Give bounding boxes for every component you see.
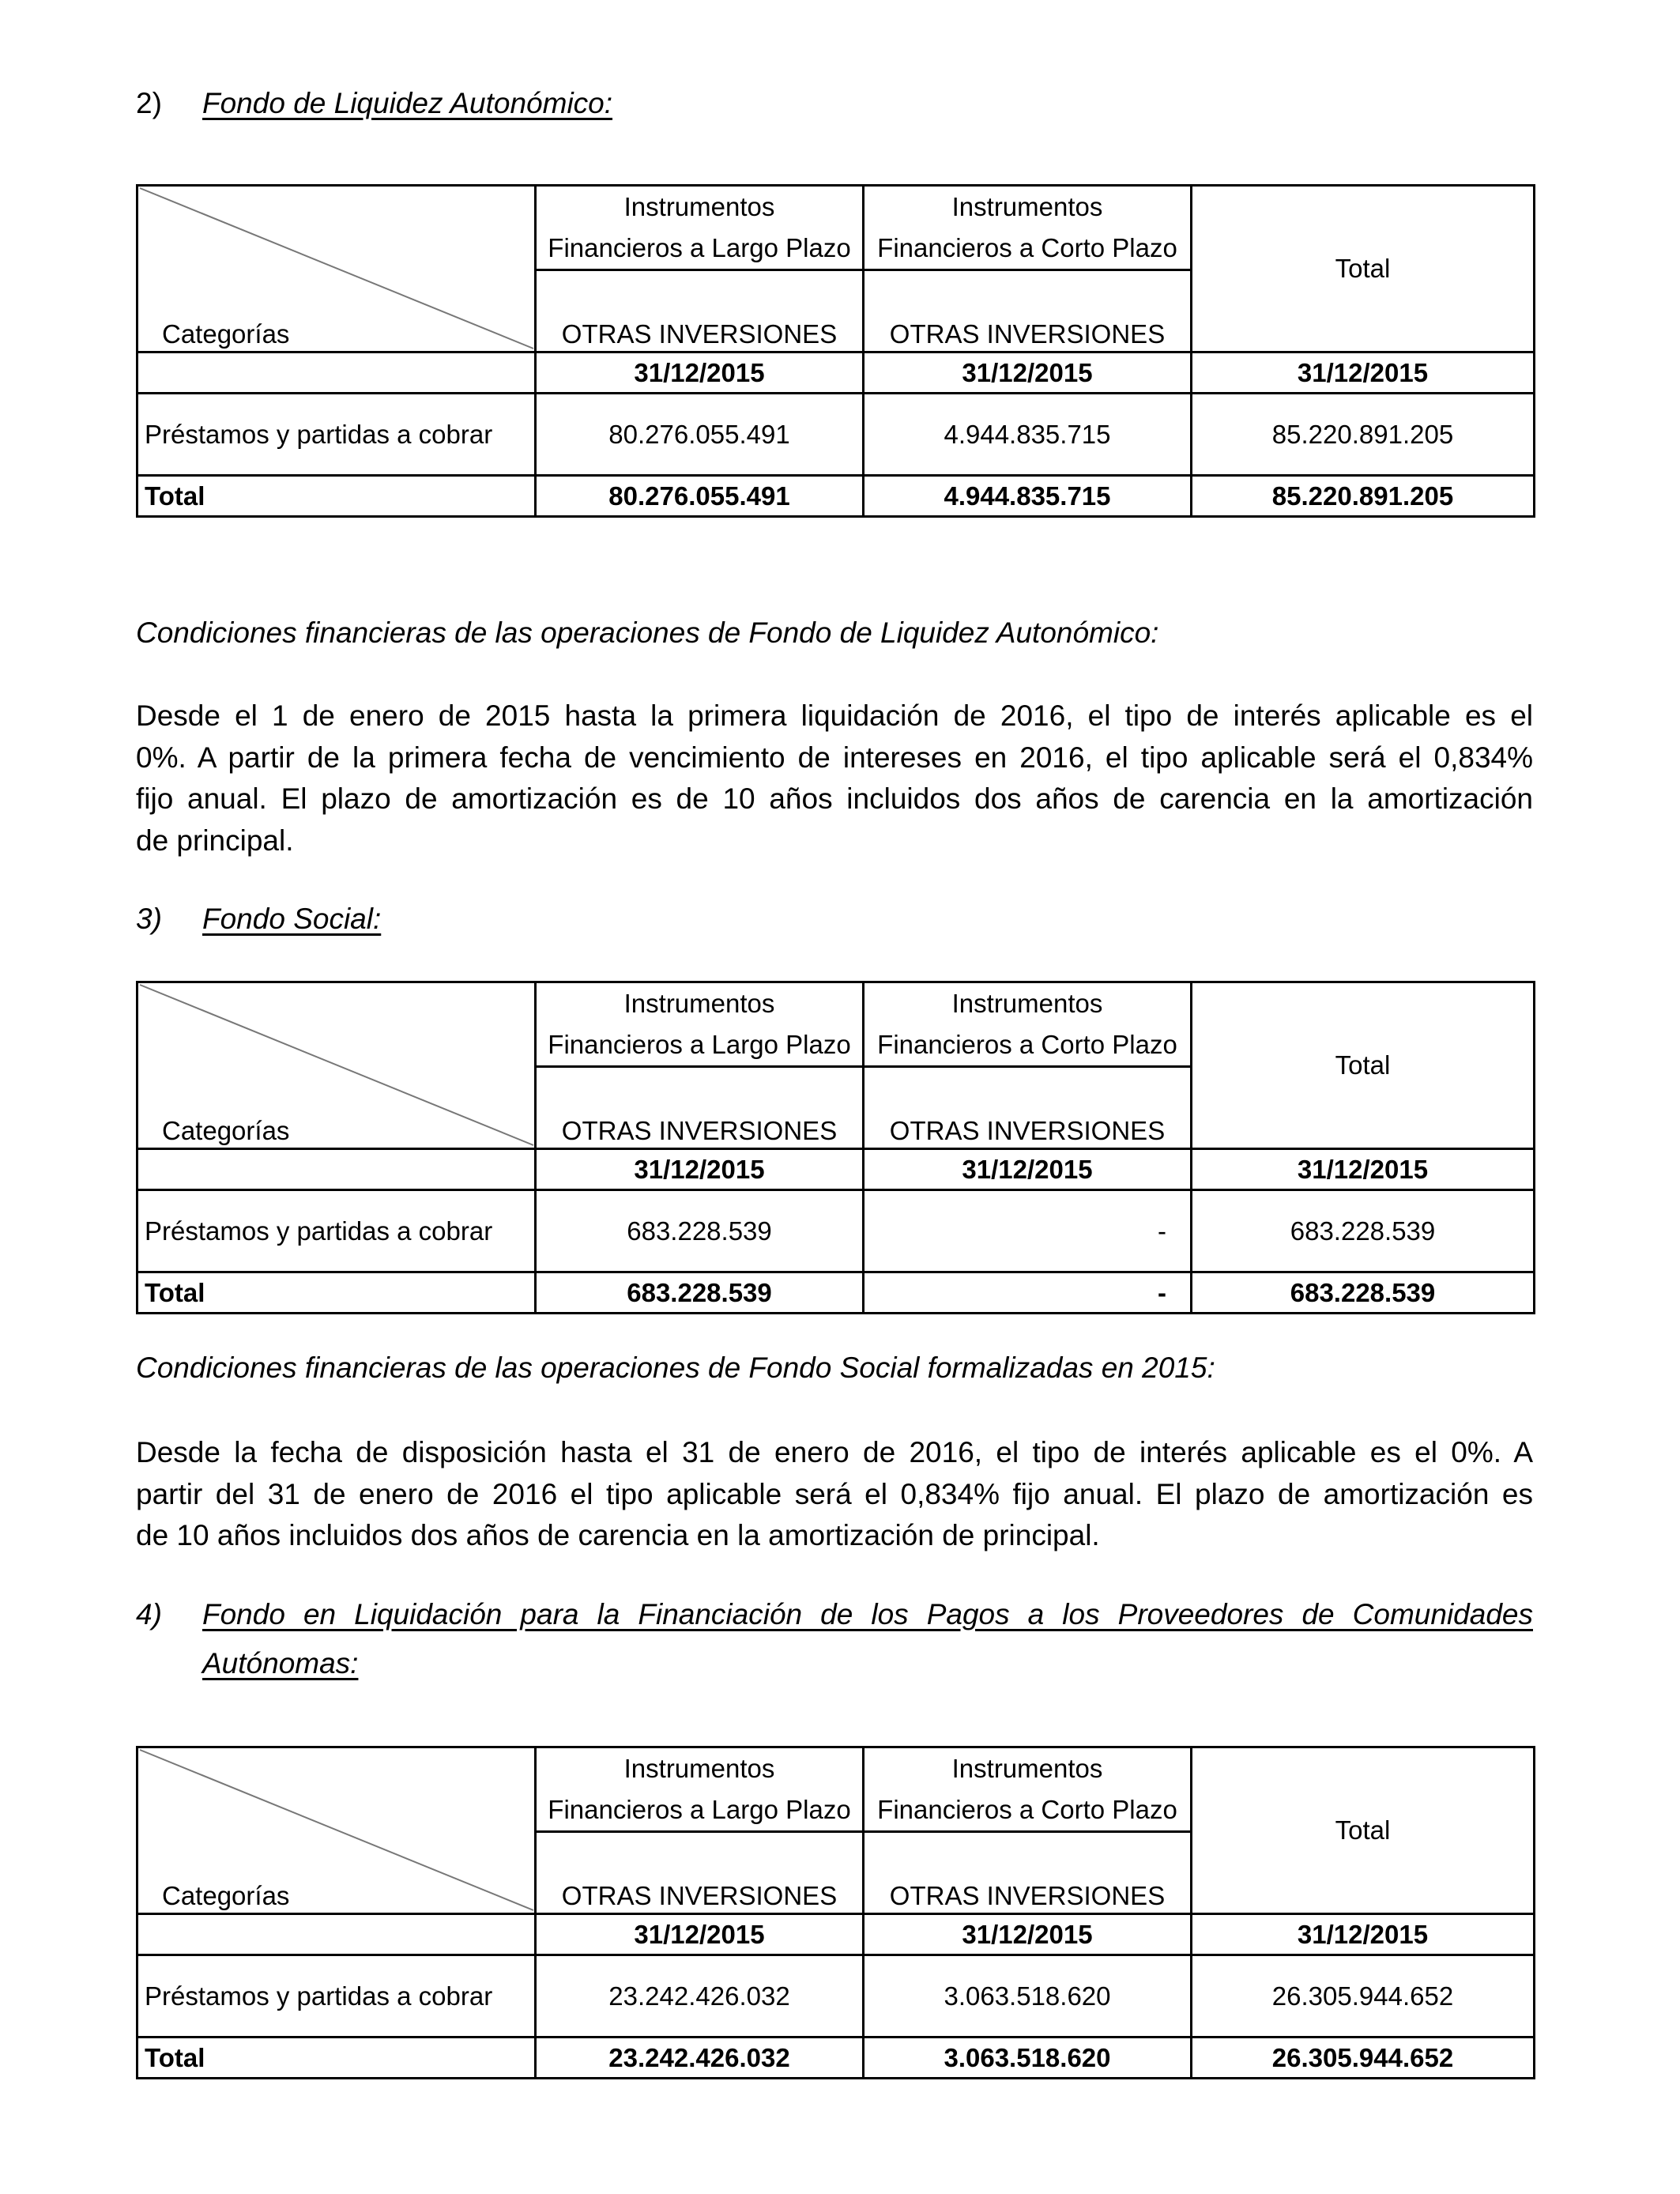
total-value: 3.063.518.620 (864, 2038, 1192, 2079)
total-value: 683.228.539 (536, 1272, 864, 1314)
other-investments-label: OTRAS INVERSIONES (536, 1832, 864, 1914)
section-number: 3) (136, 903, 162, 935)
section-title: Fondo en Liquidación para la Financiación de los Pagos a los Proveedores de Comunidades (202, 1598, 1533, 1630)
section-title: Autónomas: (202, 1647, 359, 1679)
row-value: 26.305.944.652 (1192, 1955, 1535, 2038)
categories-label: Categorías (162, 1881, 290, 1910)
row-value: 4.944.835.715 (864, 394, 1192, 476)
total-label: Total (137, 1272, 536, 1314)
total-value: 23.242.426.032 (536, 2038, 864, 2079)
date-header: 31/12/2015 (864, 1149, 1192, 1190)
row-value: 85.220.891.205 (1192, 394, 1535, 476)
col-total-header: Total (1192, 1747, 1535, 1914)
section-number: 2) (136, 87, 162, 119)
row-label: Préstamos y partidas a cobrar (137, 394, 536, 476)
conditions-paragraph: Desde el 1 de enero de 2015 hasta la primera liquidación de 2016, el tipo de interés aplicable es el 0%. A partir de la primera fecha de vencimiento de intereses en 2016, el tipo aplicable será el 0,834% fijo anual. El plazo de amortización es de 10 años incluidos dos años de carencia en la amortización de principal. (136, 699, 1533, 857)
conditions-paragraph: Desde la fecha de disposición hasta el 31 de enero de 2016, el tipo de interés aplicable es el 0%. A partir del 31 de enero de 2016 el tipo aplicable será el 0,834% fijo anual. El plazo de amortización es de 10 años incluidos dos años de carencia en la amortización de principal. (136, 1436, 1533, 1551)
fondo-liquidez-table (136, 184, 1535, 518)
row-value: - (864, 1190, 1192, 1272)
categories-label: Categorías (162, 319, 290, 349)
row-value: 80.276.055.491 (536, 394, 864, 476)
section-3-heading (136, 903, 381, 936)
other-investments-label: OTRAS INVERSIONES (536, 1067, 864, 1149)
section-2-heading (136, 87, 612, 120)
date-header: 31/12/2015 (536, 1149, 864, 1190)
total-value: 85.220.891.205 (1192, 476, 1535, 517)
row-label: Préstamos y partidas a cobrar (137, 1190, 536, 1272)
col-short-term-header: Instrumentos Financieros a Corto Plazo (864, 186, 1192, 270)
date-header: 31/12/2015 (536, 1914, 864, 1955)
categories-label: Categorías (162, 1116, 290, 1145)
row-value: 23.242.426.032 (536, 1955, 864, 2038)
categories-corner-cell (137, 982, 536, 1149)
row-value: 683.228.539 (536, 1190, 864, 1272)
conditions-title: Condiciones financieras de las operaciones de Fondo de Liquidez Autonómico: (136, 616, 1159, 649)
other-investments-label: OTRAS INVERSIONES (536, 270, 864, 352)
categories-corner-cell (137, 1747, 536, 1914)
col-long-term-header: Instrumentos Financieros a Largo Plazo (536, 982, 864, 1067)
total-label: Total (137, 2038, 536, 2079)
total-value: 4.944.835.715 (864, 476, 1192, 517)
conditions-title: Condiciones financieras de las operaciones de Fondo Social formalizadas en 2015: (136, 1351, 1215, 1384)
section-title: Fondo Social: (202, 903, 382, 935)
row-label: Préstamos y partidas a cobrar (137, 1955, 536, 2038)
total-value: 26.305.944.652 (1192, 2038, 1535, 2079)
section-4-heading (136, 1590, 1533, 1688)
col-short-term-header: Instrumentos Financieros a Corto Plazo (864, 1747, 1192, 1832)
date-header: 31/12/2015 (864, 1914, 1192, 1955)
col-total-header: Total (1192, 982, 1535, 1149)
total-value: 80.276.055.491 (536, 476, 864, 517)
other-investments-label: OTRAS INVERSIONES (864, 270, 1192, 352)
date-header: 31/12/2015 (864, 352, 1192, 394)
col-long-term-header: Instrumentos Financieros a Largo Plazo (536, 1747, 864, 1832)
categories-corner-cell (137, 186, 536, 352)
row-value: 683.228.539 (1192, 1190, 1535, 1272)
total-value: 683.228.539 (1192, 1272, 1535, 1314)
col-long-term-header: Instrumentos Financieros a Largo Plazo (536, 186, 864, 270)
section-title: Fondo de Liquidez Autonómico: (202, 87, 613, 119)
row-value: 3.063.518.620 (864, 1955, 1192, 2038)
date-header: 31/12/2015 (1192, 352, 1535, 394)
section-number: 4) (136, 1598, 162, 1630)
other-investments-label: OTRAS INVERSIONES (864, 1832, 1192, 1914)
col-short-term-header: Instrumentos Financieros a Corto Plazo (864, 982, 1192, 1067)
other-investments-label: OTRAS INVERSIONES (864, 1067, 1192, 1149)
total-label: Total (137, 476, 536, 517)
fondo-social-table (136, 981, 1535, 1314)
total-value: - (864, 1272, 1192, 1314)
date-header: 31/12/2015 (536, 352, 864, 394)
date-header: 31/12/2015 (1192, 1149, 1535, 1190)
fondo-proveedores-table (136, 1746, 1535, 2079)
col-total-header: Total (1192, 186, 1535, 352)
date-header: 31/12/2015 (1192, 1914, 1535, 1955)
